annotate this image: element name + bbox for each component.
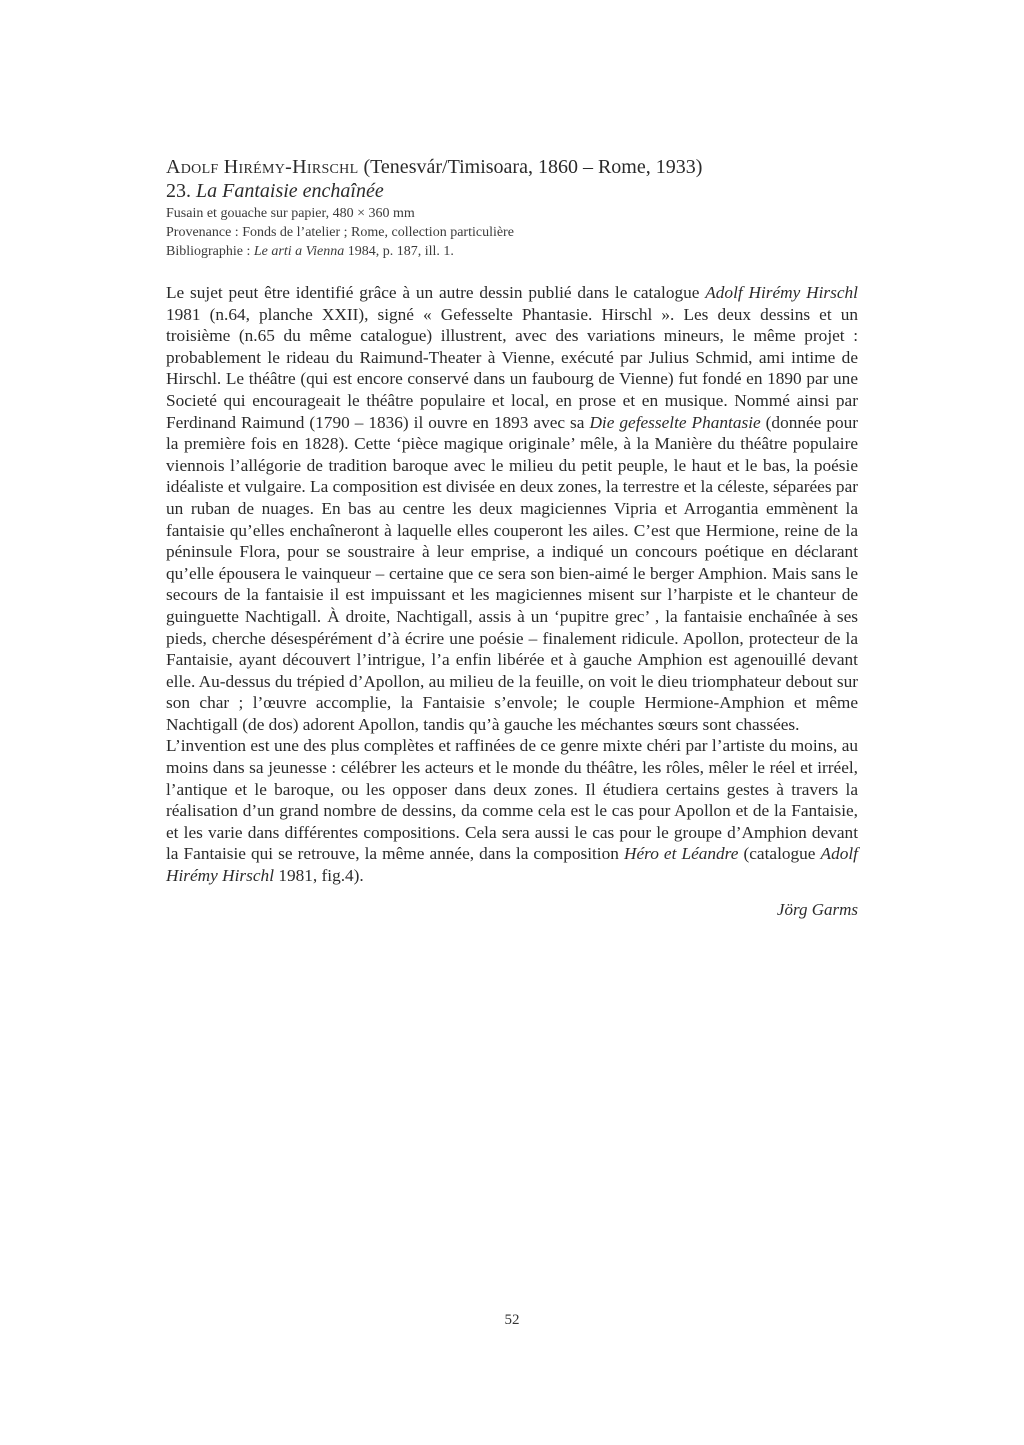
p2-artwork-title: Héro et Léandre xyxy=(623,844,739,864)
p1-text-c: 1981 (n.64, planche XXII), signé « Gefesselte Phantasie. Hirschl ». Les deux dessins et un troisième (n.65 du même catalogue) illustrent, avec des variations mineurs, le même projet : probablement le rideau du Raimund-Theater à Vienne, exécuté par Julius Schmid, ami intime de Hirschl. Le théâtre (qui est encore conservé dans un faubourg de Vienne) fut fondé en 1890 par une Societé qui encourageait le théâtre populaire et local, en prose et en musique. Nommé ainsi par Ferdinand Raimund (1790 – 1836) il ouvre en 1893 avec sa xyxy=(166,304,858,432)
artist-heading xyxy=(166,154,702,180)
p2-catalogue-title: Adolf Hirémy Hirschl xyxy=(166,844,858,886)
author-signature: Jörg Garms xyxy=(776,900,858,919)
page-number: 52 xyxy=(504,1312,520,1328)
bibliography-title: Le arti a Vienna xyxy=(253,244,345,259)
provenance-line: Provenance : Fonds de l’atelier ; Rome, collection particulière xyxy=(166,225,514,240)
bibliography-suffix: 1984, p. 187, ill. 1. xyxy=(344,244,454,259)
artwork-title: La Fantaisie enchaînée xyxy=(196,180,384,202)
essay-body xyxy=(166,282,858,887)
bibliography-prefix: Bibliographie : xyxy=(166,244,254,259)
artist-details: (Tenesvár/Timisoara, 1860 – Rome, 1933) xyxy=(358,156,703,178)
p1-text-a: Le sujet peut être identifié grâce à un autre dessin publié dans le catalogue xyxy=(166,283,706,302)
entry-title xyxy=(166,179,384,203)
bibliography-line xyxy=(166,243,454,261)
p1-catalogue-title: Adolf Hirémy Hirschl xyxy=(705,283,858,302)
paragraph-1 xyxy=(166,282,858,735)
p2-text-e: 1981, fig.4). xyxy=(274,866,364,886)
p1-text-e: (donnée pour la première fois en 1828). Cette ‘pièce magique originale’ mêle, à la Manière du théâtre populaire viennois l’allégorie de tradition baroque avec le milieu du petit peuple, le haut et le bas, la poésie idéaliste et vulgaire. La composition est divisée en deux zones, la terrestre et la céleste, séparées par un ruban de nuages. En bas au centre les deux magiciennes Vipria et Arrogantia emmènent la fantaisie qu’elles enchaîneront à laquelle elles couperont les ailes. C’est que Hermione, reine de la péninsule Flora, pour se soustraire à leur emprise, a indiqué un concours poétique en déclarant qu’elle épousera le vainqueur – certaine que ce sera son bien-aimé le berger Amphion. Mais sans le secours de la fantaisie il est impuissant et les magiciennes misent sur l’harpiste et le chanteur de guinguette Nachtigall. À droite, Nachtigall, assis à un ‘pupitre grec’ , la fantaisie enchaînée à ses pieds, cherche désespérément d’à écrire une poésie – finalement ridicule. Apollon, protecteur de la Fantaisie, ayant découvert l’intrigue, l’a enfin libérée et à gauche Amphion est agenouillé devant elle. Au-dessus du trépied d’Apollon, au milieu de la feuille, on voit le dieu triomphateur debout sur son char ; l’œuvre accomplie, la Fantaisie s’envole; le couple Hermione-Amphion et même Nachtigall (de dos) adorent Apollon, tandis qu’à gauche les méchantes sœurs sont chassées. xyxy=(166,412,858,734)
p2-text-a: L’invention est une des plus complètes et raffinées de ce genre mixte chéri par l’artiste du moins, au moins dans sa jeunesse : célébrer les acteurs et le monde du théâtre, les rôles, mêler le réel et irréel, l’antique et le baroque, ou les opposer dans deux zones. Il étudiera certains gestes à travers la réalisation d’un grand nombre de dessins, da comme cela est le cas pour Apollon et de la Fantaisie, et les varie dans différentes compositions. Cela sera aussi le cas pour le groupe d’Amphion devant la Fantaisie qui se retrouve, la même année, dans la composition xyxy=(166,736,858,864)
medium-line: Fusain et gouache sur papier, 480 × 360 mm xyxy=(166,206,415,221)
paragraph-2 xyxy=(166,735,858,886)
entry-number: 23. xyxy=(166,180,196,202)
artist-name: Adolf Hirémy-Hirschl xyxy=(166,156,359,178)
p2-text-c: (catalogue xyxy=(738,844,821,864)
p1-play-title: Die gefesselte Phantasie xyxy=(589,412,761,432)
